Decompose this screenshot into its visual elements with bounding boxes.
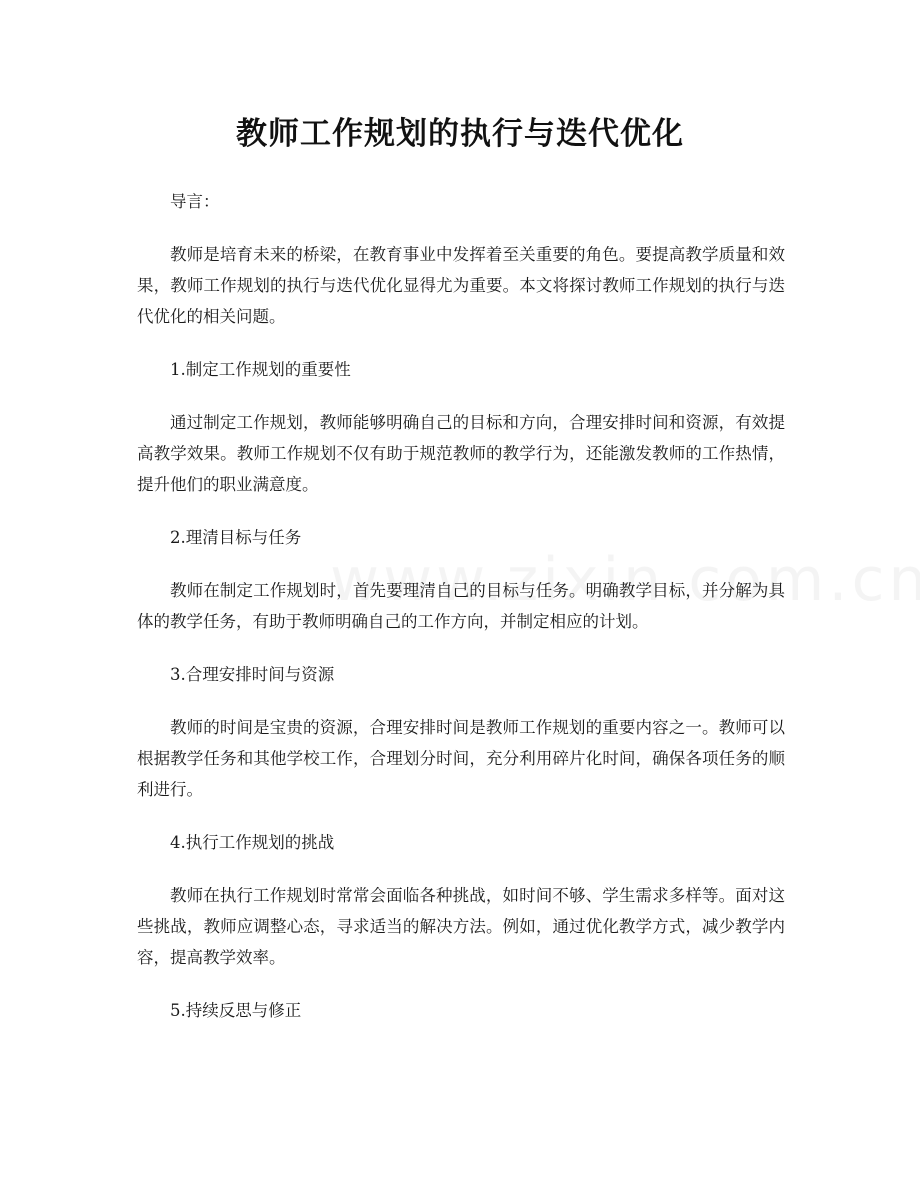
section-paragraph-4: 教师在执行工作规划时常常会面临各种挑战，如时间不够、学生需求多样等。面对这些挑战，教师应调整心态，寻求适当的解决方法。例如，通过优化教学方式，减少教学内容，提高教学效率。: [137, 886, 785, 967]
section-heading-3: 3.合理安排时间与资源: [170, 665, 335, 684]
section-heading-4: 4.执行工作规划的挑战: [170, 833, 335, 852]
section-heading-2: 2.理清目标与任务: [170, 528, 302, 547]
intro-heading: 导言：: [170, 192, 220, 211]
section-heading-1: 1.制定工作规划的重要性: [170, 360, 351, 379]
section-heading-5: 5.持续反思与修正: [170, 1001, 302, 1020]
section-paragraph-3: 教师的时间是宝贵的资源，合理安排时间是教师工作规划的重要内容之一。教师可以根据教学任务和其他学校工作，合理划分时间，充分利用碎片化时间，确保各项任务的顺利进行。: [137, 718, 785, 799]
section-paragraph-2: 教师在制定工作规划时，首先要理清自己的目标与任务。明确教学目标，并分解为具体的教学任务，有助于教师明确自己的工作方向，并制定相应的计划。: [137, 581, 785, 631]
intro-paragraph: 教师是培育未来的桥梁，在教育事业中发挥着至关重要的角色。要提高教学质量和效果，教师工作规划的执行与迭代优化显得尤为重要。本文将探讨教师工作规划的执行与迭代优化的相关问题。: [137, 245, 785, 326]
page-title: 教师工作规划的执行与迭代优化: [236, 116, 684, 152]
document-body: [137, 186, 785, 1048]
section-paragraph-1: 通过制定工作规划，教师能够明确自己的目标和方向，合理安排时间和资源，有效提高教学效果。教师工作规划不仅有助于规范教师的教学行为，还能激发教师的工作热情，提升他们的职业满意度。: [137, 413, 785, 494]
